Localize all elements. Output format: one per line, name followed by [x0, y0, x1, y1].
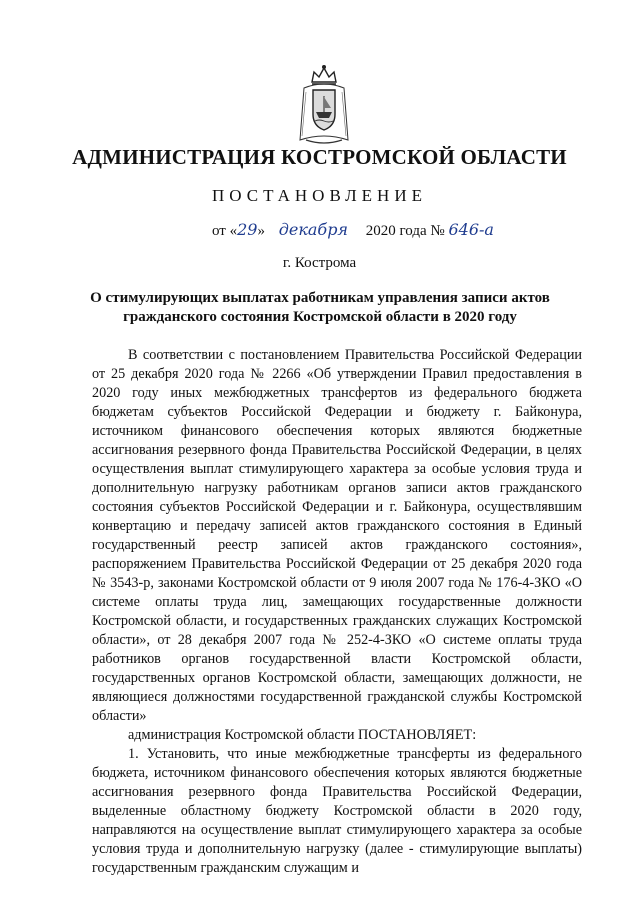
document-number: 646-а [448, 220, 494, 239]
preamble-paragraph: В соответствии с постановлением Правительства Российской Федерации от 25 декабря 2020 года № 2266 «Об утверждении Правил предоставления в 2020 году иных межбюджетных трансфертов из федерального бюджета бюджетам субъектов Российской Федерации и бюджету г. Байконура, источником финансового обеспечения которых являются бюджетные ассигнования резервного фонда Правительства Российской Федерации, в целях осуществления выплат стимулирующего характера за особые условия труда и дополнительную нагрузку работникам органов записи актов гражданского состояния субъектов Российской Федерации и г. Байконура, осуществлявшим конвертацию и передачу записей актов гражданского состояния в Единый государственный реестр записей актов гражданского состояния», распоряжением Правительства Российской Федерации от 25 декабря 2020 года № 3543-р, законами Костромской области от 9 июля 2007 года № 176-4-ЗКО «О системе оплаты труда лиц, замещающих государственные должности Костромской области, и государственных гражданских служащих Костромской области», от 28 декабря 2007 года № 252-4-ЗКО «О системе оплаты труда работников органов государственной власти Костромской области, государственных органов Костромской области, замещающих должности, не являющиеся должностями государственной гражданской службы Костромской области» [92, 347, 582, 724]
date-day: 29 [237, 220, 258, 239]
date-year: 2020 года № [365, 223, 445, 239]
resolves-paragraph: администрация Костромской области ПОСТАНОВЛЯЕТ: [128, 727, 477, 743]
date-mid: » [257, 223, 265, 239]
city: г. Кострома [282, 255, 357, 271]
coat-of-arms-emblem [296, 62, 352, 148]
document-title: О стимулирующих выплатах работникам управления записи актов гражданского состояния Костромской области в 2020 году [90, 290, 550, 325]
document-body [92, 346, 582, 878]
item-1-paragraph: 1. Установить, что иные межбюджетные трансферты из федерального бюджета, источником финансового обеспечения которых являются бюджетные ассигнования резервного фонда Правительства Российской Федерации, выделенные областному бюджету Костромской области в 2020 году, направляются на осуществление выплат стимулирующего характера за особые условия труда и дополнительную нагрузку (далее - стимулирующие выплаты) государственным гражданским служащим и [92, 746, 582, 876]
date-line [212, 220, 494, 240]
date-month: декабря [278, 220, 349, 239]
organization-name: АДМИНИСТРАЦИЯ КОСТРОМСКОЙ ОБЛАСТИ [72, 145, 567, 169]
date-prefix: от « [212, 223, 238, 239]
document-type: ПОСТАНОВЛЕНИЕ [211, 186, 427, 205]
